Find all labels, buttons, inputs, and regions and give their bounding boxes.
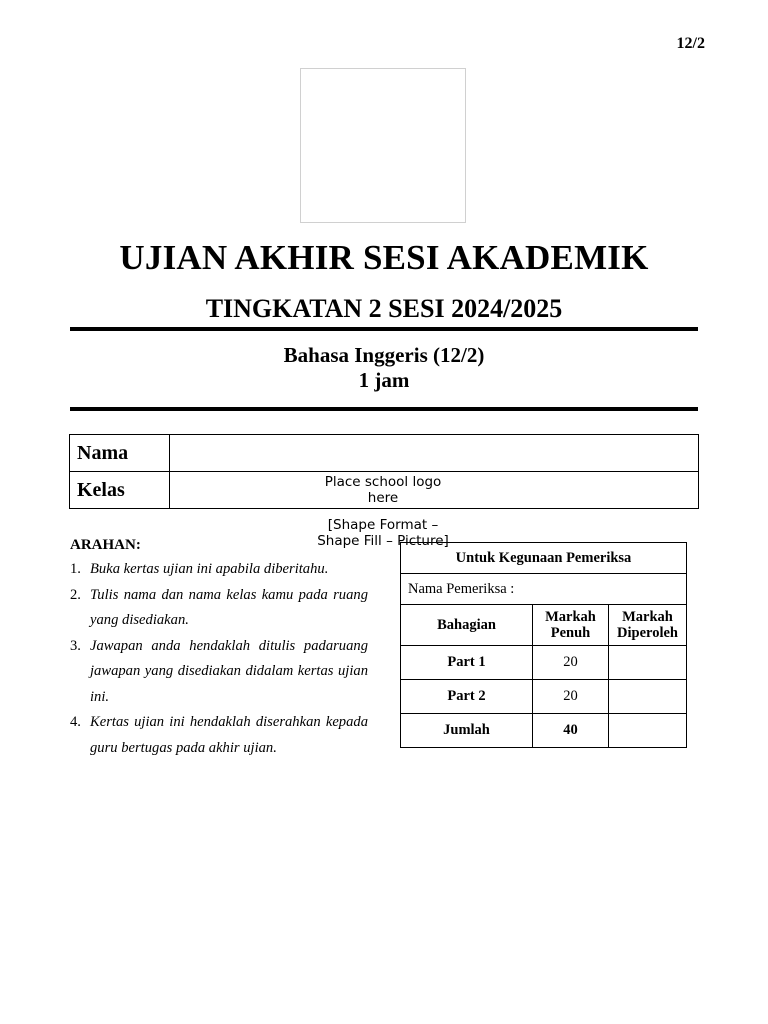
instruction-item bbox=[70, 557, 368, 583]
instruction-number: 3. bbox=[70, 637, 81, 654]
examiner-table bbox=[400, 542, 687, 748]
instruction-text: Tulis nama dan nama kelas kamu pada ruang yang disediakan. bbox=[90, 586, 368, 628]
shape-hint-line: Shape Fill – Picture] bbox=[317, 533, 449, 549]
instruction-number: 2. bbox=[70, 586, 81, 603]
exam-subtitle: TINGKATAN 2 SESI 2024/2025 bbox=[205, 294, 563, 323]
divider-top bbox=[70, 327, 698, 331]
col-obtained-header bbox=[609, 605, 687, 646]
table-row bbox=[401, 714, 687, 748]
col-full-marks-header bbox=[533, 605, 609, 646]
obtained-marks-cell[interactable] bbox=[609, 714, 687, 748]
section-cell: Part 2 bbox=[401, 680, 533, 714]
instruction-number: 1. bbox=[70, 561, 81, 577]
examiner-table-title: Untuk Kegunaan Pemeriksa bbox=[401, 543, 687, 574]
exam-title: UJIAN AKHIR SESI AKADEMIK bbox=[119, 238, 649, 277]
instructions-heading: ARAHAN: bbox=[70, 537, 141, 553]
obtained-marks-cell[interactable] bbox=[609, 646, 687, 680]
examiner-name-field[interactable]: Nama Pemeriksa : bbox=[401, 574, 687, 605]
logo-text-line: Place school logo bbox=[324, 474, 442, 490]
full-marks-cell: 40 bbox=[533, 714, 609, 748]
name-row bbox=[70, 435, 699, 472]
instruction-item bbox=[70, 583, 368, 634]
logo-text-line: here bbox=[367, 490, 399, 506]
shape-hint-line: [Shape Format – bbox=[327, 517, 439, 533]
divider-bottom bbox=[70, 407, 698, 411]
logo-placeholder-text bbox=[300, 474, 466, 506]
table-row bbox=[401, 646, 687, 680]
col-full-line: Markah bbox=[545, 609, 596, 625]
col-full-line: Penuh bbox=[550, 625, 591, 641]
instruction-item bbox=[70, 710, 368, 761]
school-logo-placeholder bbox=[300, 68, 466, 223]
section-cell: Part 1 bbox=[401, 646, 533, 680]
full-marks-cell: 20 bbox=[533, 646, 609, 680]
full-marks-cell: 20 bbox=[533, 680, 609, 714]
col-section-header: Bahagian bbox=[401, 605, 533, 646]
instruction-item bbox=[70, 634, 368, 711]
class-label: Kelas bbox=[70, 472, 170, 509]
table-row bbox=[401, 680, 687, 714]
exam-duration: 1 jam bbox=[358, 368, 410, 392]
instructions-list bbox=[70, 557, 368, 761]
instruction-number: 4. bbox=[70, 714, 81, 730]
obtained-marks-cell[interactable] bbox=[609, 680, 687, 714]
name-label: Nama bbox=[70, 435, 170, 472]
instruction-text: Jawapan anda hendaklah ditulis padaruang jawapan yang disediakan didalam kertas ujian ini. bbox=[90, 637, 368, 705]
paper-code: 12/2 bbox=[676, 35, 705, 52]
instruction-text: Kertas ujian ini hendaklah diserahkan kepada guru bertugas pada akhir ujian. bbox=[90, 714, 368, 756]
subject-name: Bahasa Inggeris (12/2) bbox=[283, 343, 485, 367]
section-cell: Jumlah bbox=[401, 714, 533, 748]
col-obtained-line: Markah bbox=[622, 609, 673, 625]
col-obtained-line: Diperoleh bbox=[617, 625, 678, 641]
instruction-text: Buka kertas ujian ini apabila diberitahu. bbox=[90, 561, 329, 577]
name-field[interactable] bbox=[170, 435, 699, 472]
